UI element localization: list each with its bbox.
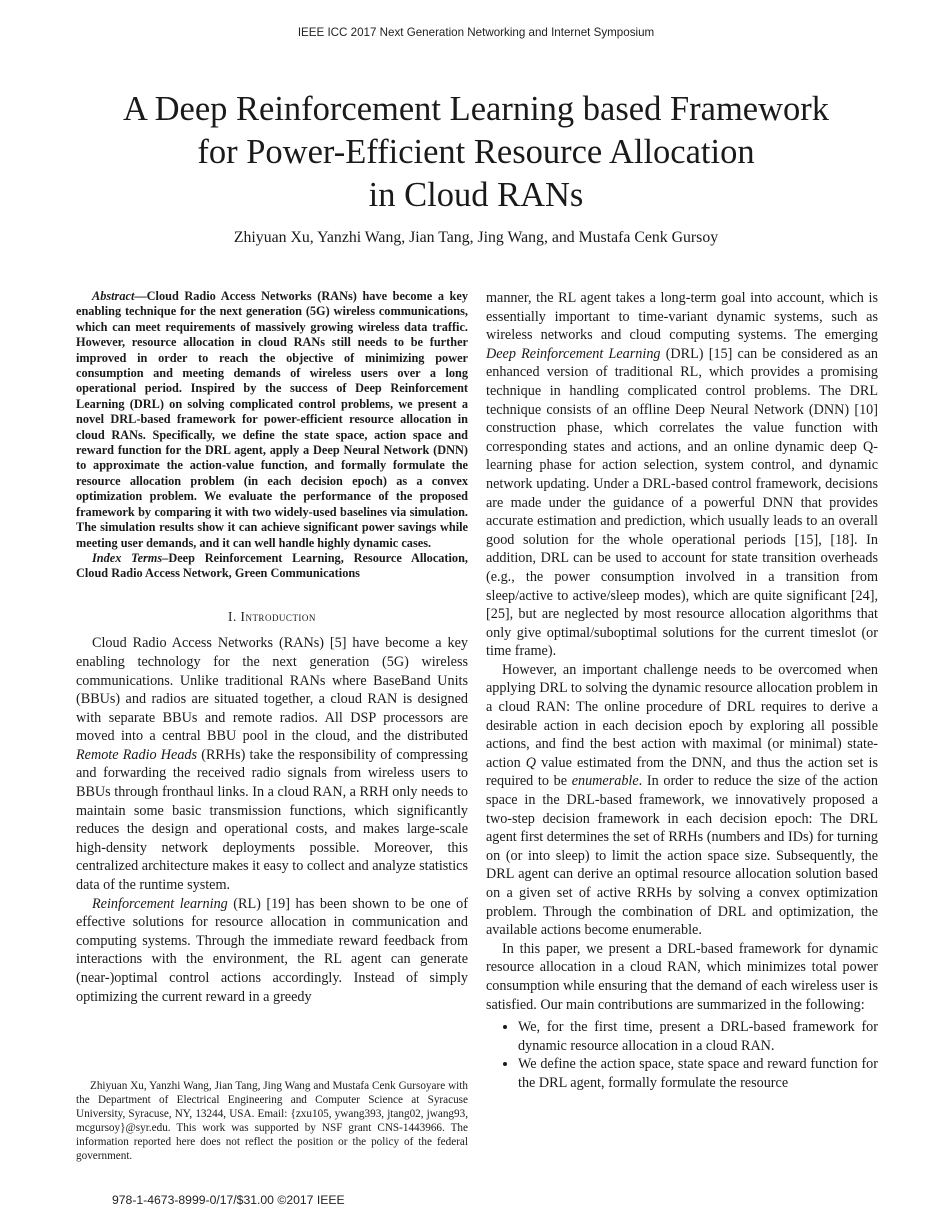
right-column — [486, 289, 878, 1093]
abstract — [76, 289, 468, 551]
left-column — [76, 289, 468, 1006]
section-heading-introduction — [76, 608, 468, 627]
author-list: Zhiyuan Xu, Yanzhi Wang, Jian Tang, Jing Wang, and Mustafa Cenk Gursoy — [233, 229, 719, 246]
author-footnote: Zhiyuan Xu, Yanzhi Wang, Jian Tang, Jing Wang and Mustafa Cenk Gursoyare with the Department of Electrical Engineering and Computer Science at Syracuse University, Syracuse, NY, 13244, USA. Email: {zxu105, ywang393, jtang02, jwang93, mcgursoy}@syr.edu. This work was supported by NSF grant CNS-1443966. The information reported here does not reflect the position or the policy of the federal government. — [76, 1080, 468, 1162]
index-terms-text: –Deep Reinforcement Learning, Resource Allocation, Cloud Radio Access Network, Green Communications — [76, 550, 468, 581]
right-p1-emphasis: Deep Reinforcement Learning — [486, 345, 661, 362]
right-p2-rest: . In order to reduce the size of the action space in the DRL-based framework, we innovatively proposed a two-step decision framework in each decision epoch: The DRL agent first determines the set of RRHs (numbers and IDs) for turning on (or into sleep) to limit the action space size. Subsequently, the DRL agent can derive an optimal resource allocation solution based on a given set of active RRHs by solving a convex optimization problem. Through the combination of DRL and optimization, the available actions become enumerable. — [486, 773, 878, 939]
section-title-text: Introduction — [240, 608, 316, 624]
right-p2-mid: value estimated from the DNN, and thus the action set is required to be — [486, 754, 878, 790]
intro-p2-emphasis: Reinforcement learning — [92, 895, 228, 912]
contribution-list — [486, 1018, 878, 1092]
right-p2-text: However, an important challenge needs to be overcomed when applying DRL to solving the dynamic resource allocation problem in a cloud RAN: The online procedure of DRL requires to derive a desirable action in each decision epoch by exploring all possible actions, and find the best action with maximal (or minimal) state-action — [486, 661, 878, 771]
index-terms — [76, 551, 468, 582]
intro-p2-rest: (RL) [19] has been shown to be one of effective solutions for resource allocation in communication and computing systems. Through the immediate reward feedback from interactions with the environment, the RL agent can generate (near-)optimal control actions accordingly. Instead of simply optimizing the current reward in a greedy — [76, 895, 468, 1005]
abstract-label: Abstract — [92, 289, 135, 303]
intro-paragraph-2 — [76, 895, 468, 1007]
title-line-2: for Power-Efficient Resource Allocation — [197, 133, 755, 171]
right-p1-text: manner, the RL agent takes a long-term goal into account, which is essentially important to time-variant dynamic systems, such as wireless networks and cloud computing systems. The emerging — [486, 290, 878, 344]
contribution-item: • We, for the first time, present a DRL-based framework for dynamic resource allocation in a cloud RAN. — [518, 1018, 878, 1055]
abstract-text: —Cloud Radio Access Networks (RANs) have become a key enabling technique for the next generation (5G) wireless communications, which can meet requirements of massively growing wireless data traffic. However, resource allocation in cloud RANs still needs to be further improved in order to reach the objective of minimizing power consumption and meeting demands of wireless users over a long operational period. Inspired by the success of Deep Reinforcement Learning (DRL) on solving complicated control problems, we present a novel DRL-based framework for power-efficient resource allocation in cloud RANs. Specifically, we define the state space, action space and reward function for the DRL agent, apply a Deep Neural Network (DNN) to approximate the action-value function, and formally formulate the resource allocation problem (in each decision epoch) as a convex optimization problem. We evaluate the performance of the proposed framework by comparing it with two widely-used baselines via simulation. The simulation results show it can achieve significant power savings while meeting user demands, and it can well handle highly dynamic cases. — [76, 289, 468, 550]
paper-title — [40, 88, 912, 217]
title-line-3: in Cloud RANs — [368, 176, 584, 214]
copyright-footer: 978-1-4673-8999-0/17/$31.00 ©2017 IEEE — [112, 1193, 345, 1207]
conference-header: IEEE ICC 2017 Next Generation Networking and Internet Symposium — [297, 26, 655, 39]
right-p2-q-symbol: Q — [525, 754, 537, 771]
intro-p1-emphasis: Remote Radio Heads — [76, 746, 198, 763]
intro-paragraph-1 — [76, 634, 468, 894]
intro-p1-rest: (RRHs) take the responsibility of compressing and forwarding the received radio signals from wireless users to BBUs through fronthaul links. In a cloud RAN, a RRH only needs to maintain some basic transmission functions, which significantly reduces the design and operational costs, and makes large-scale high-density network deployments possible. Moreover, this centralized architecture makes it easy to collect and analyze statistics data of the runtime system. — [76, 746, 468, 894]
right-paragraph-2 — [486, 661, 878, 940]
right-p2-emphasis: enumerable — [571, 773, 639, 790]
contribution-item: • We define the action space, state space and reward function for the DRL agent, formally formulate the resource — [518, 1055, 878, 1092]
right-paragraph-1 — [486, 289, 878, 661]
section-number: I. — [228, 608, 237, 624]
right-paragraph-3: In this paper, we present a DRL-based framework for dynamic resource allocation in a cloud RAN, which minimizes total power consumption while ensuring that the demand of each wireless user is satisfied. Our main contributions are summarized in the following: — [486, 940, 878, 1013]
index-terms-label: Index Terms — [92, 550, 163, 565]
right-p1-rest: (DRL) [15] can be considered as an enhanced version of traditional RL, which provides a promising technique in handling complicated control problems. The DRL technique consists of an offline Deep Neural Network (DNN) [10] construction phase, which correlates the value function with corresponding states and actions, and an online dynamic deep Q-learning phase for action selection, system control, and dynamic network updating. Under a DRL-based control framework, decisions are made under the guidance of a powerful DNN that provides accurate estimation and prediction, which usually leads to an overall good solution for the whole operational periods [15], [18]. In addition, DRL can be used to account for state transition overheads (e.g., the power consumption involved in a transition from sleep/active to active/sleep modes), which are quite significant [24], [25], but are neglected by most resource allocation algorithms that only give optimal/suboptimal solutions for the current timeslot (or time frame). — [486, 345, 878, 660]
title-line-1: A Deep Reinforcement Learning based Framework — [122, 90, 830, 128]
intro-p1-text: Cloud Radio Access Networks (RANs) [5] have become a key enabling technology for the next generation (5G) wireless communications. Unlike traditional RANs where BaseBand Units (BBUs) and radios are situated together, a cloud RAN is designed with separate BBUs and remote radios. All DSP processors are moved into a central BBU pool in the cloud, and the distributed — [76, 635, 468, 745]
